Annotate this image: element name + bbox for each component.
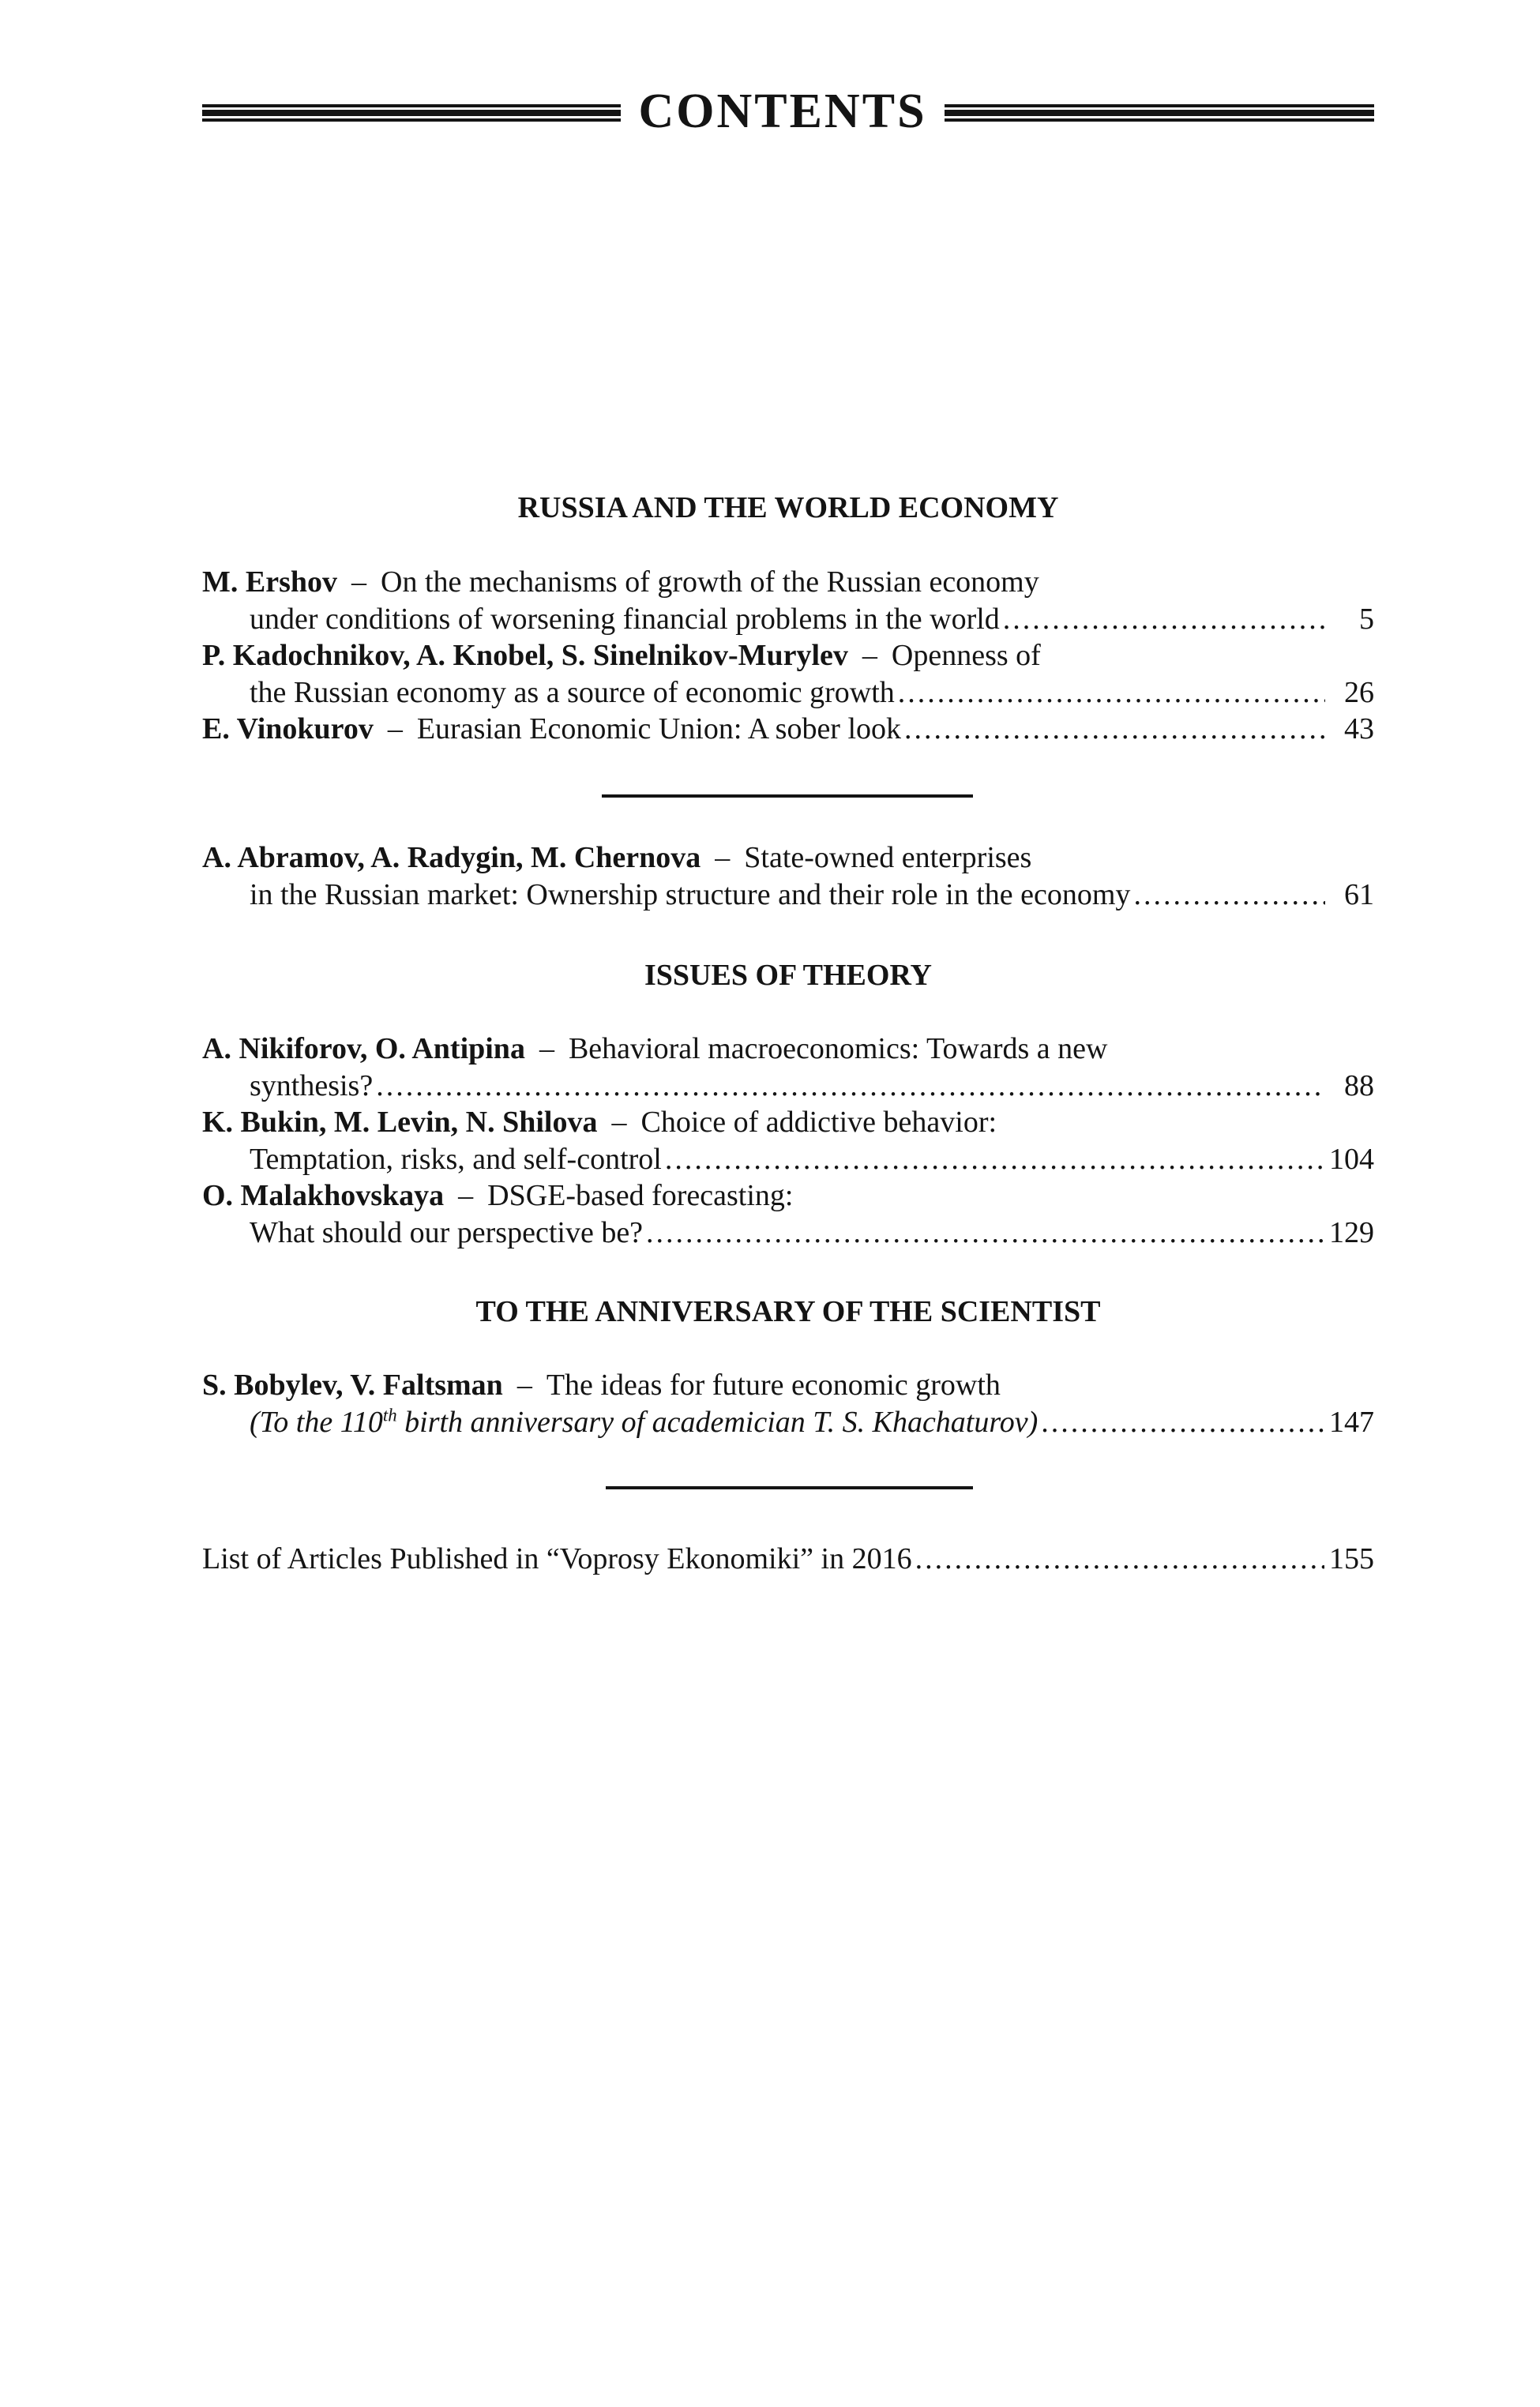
entry-page-number: 104 [1329, 1142, 1374, 1176]
toc-entry-kadochnikov[interactable] [202, 637, 1374, 711]
entry-title-continued: What should our perspective be? [250, 1215, 644, 1249]
dot-leader [646, 1215, 1324, 1252]
dot-leader [904, 711, 1325, 748]
entry-dash: – [387, 712, 403, 745]
entry-subtitle-superscript: th [382, 1404, 397, 1425]
dot-leader [1041, 1404, 1324, 1441]
toc-entry-nikiforov[interactable] [202, 1031, 1374, 1104]
entry-page-number: 155 [1329, 1542, 1374, 1575]
entry-title-continued: in the Russian market: Ownership structure and their role in the economy [250, 877, 1131, 911]
entry-authors: A. Abramov, A. Radygin, M. Chernova [202, 841, 701, 874]
entry-authors: S. Bobylev, V. Faltsman [202, 1369, 503, 1402]
entry-dash: – [715, 841, 731, 874]
entry-page-number: 5 [1359, 602, 1374, 636]
entry-page-number: 129 [1329, 1215, 1374, 1249]
entry-title: DSGE-based forecasting: [487, 1179, 794, 1212]
masthead-rule-right [945, 104, 1374, 122]
toc-entry-malakhovskaya[interactable] [202, 1177, 1374, 1251]
toc-entry-vinokurov[interactable] [202, 711, 1374, 748]
page-title: CONTENTS [638, 84, 927, 138]
section-divider [606, 1486, 973, 1489]
entry-title-continued: under conditions of worsening financial problems in the world [250, 602, 1000, 636]
section-heading-russia: RUSSIA AND THE WORLD ECONOMY [517, 491, 1059, 524]
entry-subtitle [250, 1404, 1038, 1441]
entry-dash: – [862, 639, 877, 672]
entry-dash: – [516, 1369, 532, 1402]
entry-title-continued: Temptation, risks, and self-control [250, 1142, 662, 1176]
entry-title: Openness of [891, 639, 1041, 672]
masthead [202, 84, 1374, 139]
section-divider [602, 794, 973, 798]
dot-leader [376, 1068, 1325, 1105]
entry-authors: K. Bukin, M. Levin, N. Shilova [202, 1106, 598, 1139]
entry-page-number: 43 [1344, 712, 1374, 745]
entry-title: State-owned enterprises [744, 841, 1032, 874]
entry-subtitle-suffix: birth anniversary of academician T. S. Khachaturov) [396, 1405, 1039, 1439]
entry-authors: O. Malakhovskaya [202, 1179, 445, 1212]
toc-entry-list-of-articles[interactable] [202, 1541, 1374, 1578]
toc-entry-ershov[interactable] [202, 564, 1374, 637]
entry-authors: P. Kadochnikov, A. Knobel, S. Sinelnikov-Murylev [202, 639, 848, 672]
entry-title: Eurasian Economic Union: A sober look [416, 712, 902, 745]
entry-authors: M. Ershov [202, 565, 337, 599]
entry-title: List of Articles Published in “Voprosy Ekonomiki” in 2016 [202, 1542, 912, 1575]
masthead-rule-left [202, 104, 621, 122]
section-heading-theory: ISSUES OF THEORY [644, 959, 932, 992]
toc-entry-abramov[interactable] [202, 839, 1374, 913]
entry-title: On the mechanisms of growth of the Russian economy [381, 565, 1039, 599]
entry-title-continued: the Russian economy as a source of economic growth [250, 675, 895, 709]
toc-entry-bukin[interactable] [202, 1104, 1374, 1177]
entry-title-continued: synthesis? [250, 1068, 374, 1102]
entry-page-number: 88 [1344, 1068, 1374, 1102]
section-heading-anniversary: TO THE ANNIVERSARY OF THE SCIENTIST [475, 1295, 1101, 1328]
entry-page-number: 26 [1344, 675, 1374, 709]
entry-page-number: 147 [1329, 1405, 1374, 1439]
dot-leader [915, 1541, 1324, 1578]
entry-authors: A. Nikiforov, O. Antipina [202, 1032, 525, 1065]
entry-dash: – [539, 1032, 554, 1065]
dot-leader [1003, 601, 1325, 638]
dot-leader [898, 674, 1325, 712]
entry-title: Choice of addictive behavior: [640, 1106, 997, 1139]
entry-dash: – [611, 1106, 627, 1139]
entry-page-number: 61 [1344, 877, 1374, 911]
dot-leader [665, 1141, 1324, 1178]
entry-title: The ideas for future economic growth [546, 1369, 1001, 1402]
entry-authors: E. Vinokurov [202, 712, 374, 745]
toc-entry-bobylev[interactable] [202, 1367, 1374, 1440]
entry-title: Behavioral macroeconomics: Towards a new [568, 1032, 1108, 1065]
entry-subtitle-prefix: (To the 110 [250, 1405, 383, 1439]
entry-dash: – [458, 1179, 474, 1212]
entry-dash: – [351, 565, 366, 599]
dot-leader [1133, 877, 1325, 914]
